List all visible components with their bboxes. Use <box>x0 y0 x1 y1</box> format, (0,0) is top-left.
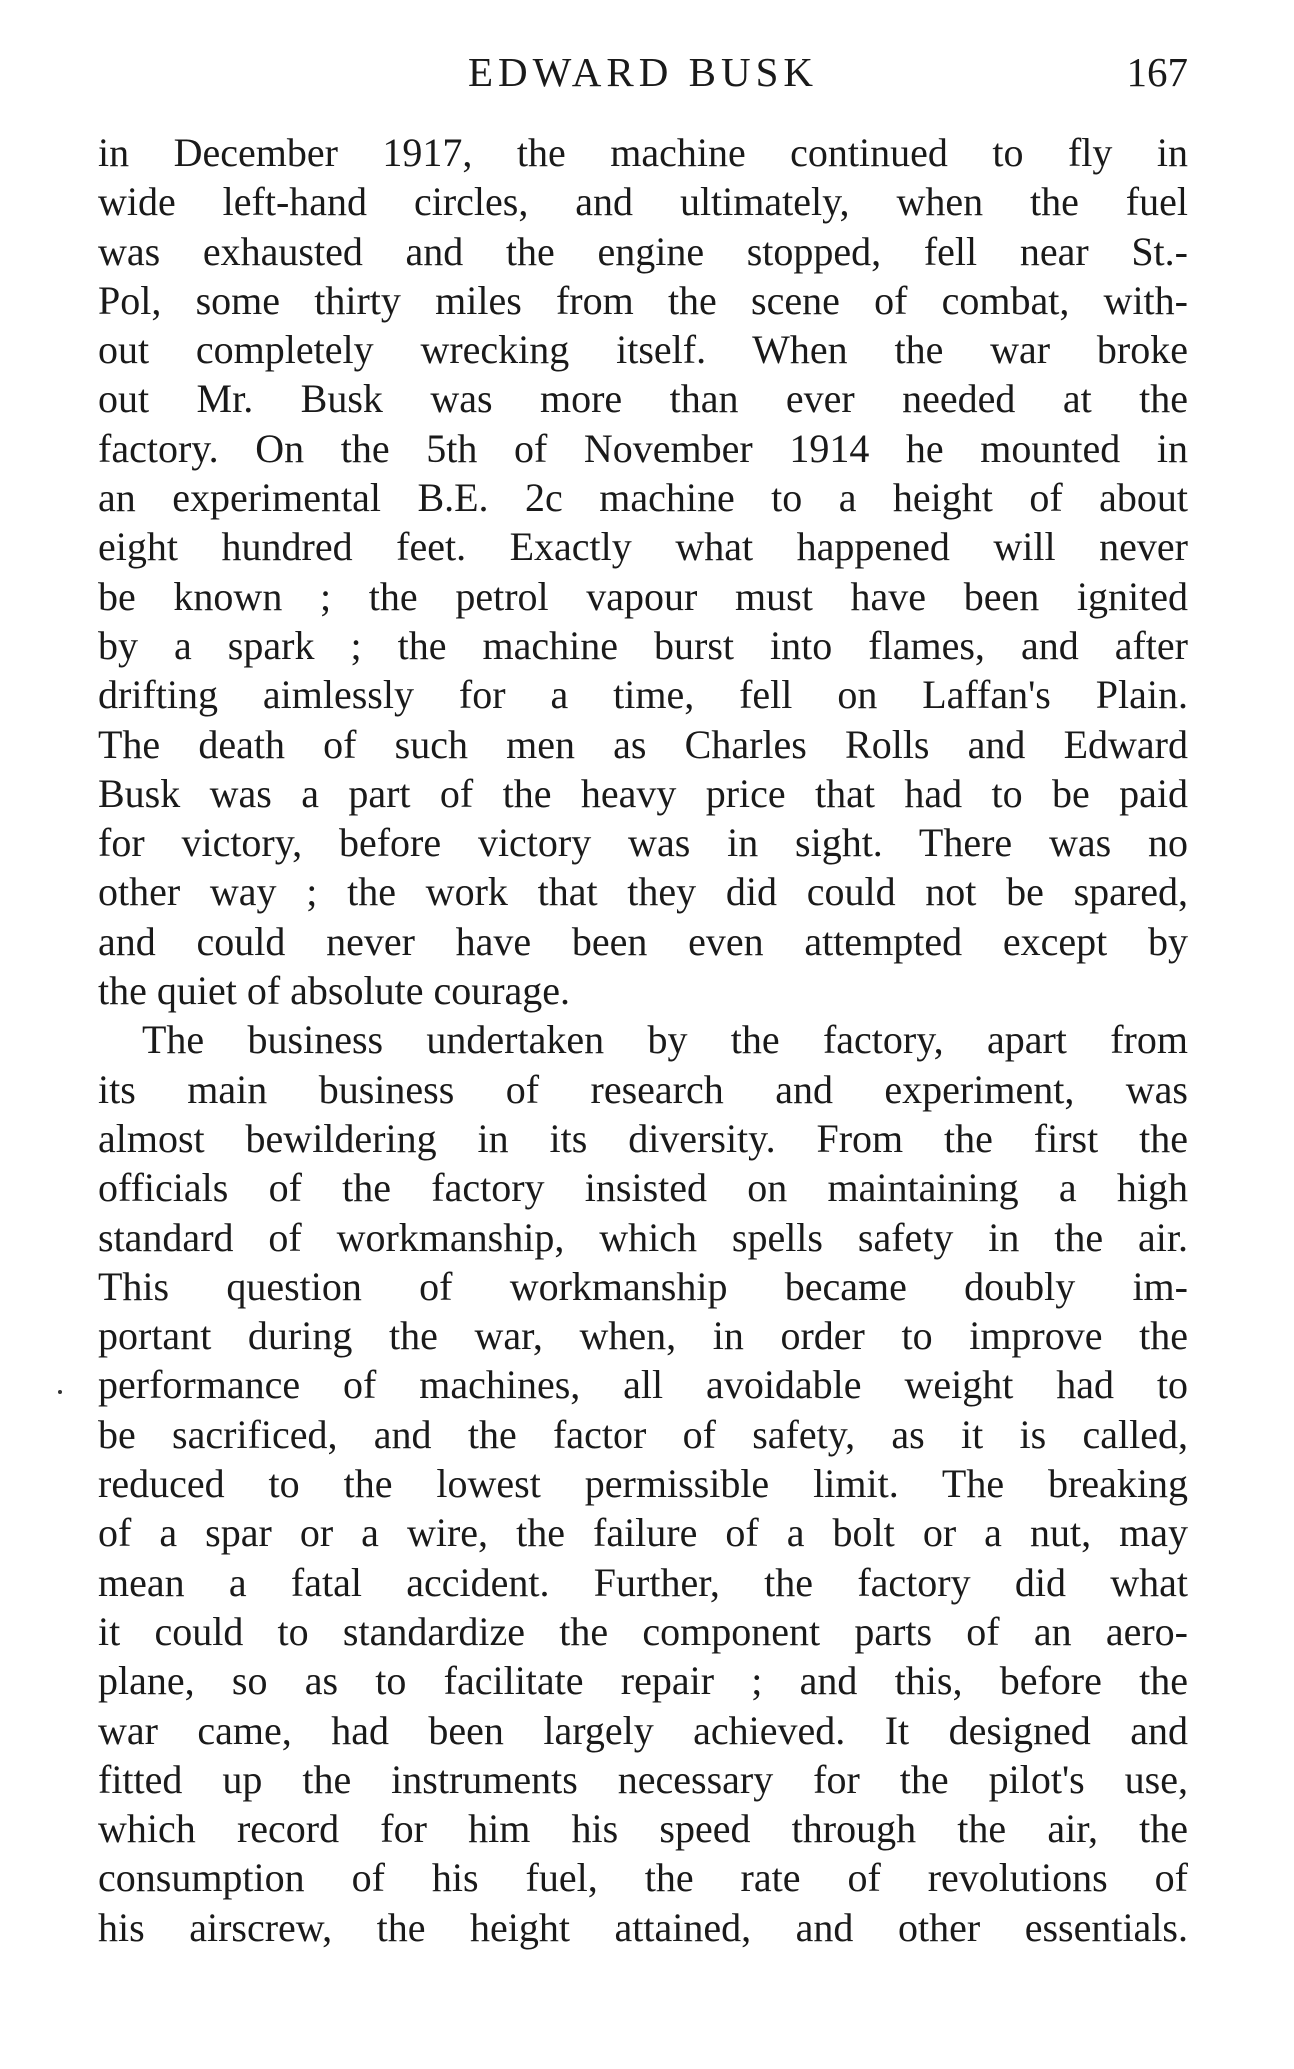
body-text <box>98 128 1188 1952</box>
running-head <box>98 42 1188 102</box>
running-title: EDWARD BUSK <box>468 49 818 95</box>
text-line: by a spark ; the machine burst into flames, and after <box>98 622 1188 668</box>
text-line: Pol, some thirty miles from the scene of combat, with- <box>98 277 1188 323</box>
text-line: performance of machines, all avoidable weight had to <box>98 1362 1188 1408</box>
text-line: reduced to the lowest permissible limit. The breaking <box>98 1461 1188 1507</box>
text-line: which record for him his speed through the air, the <box>98 1806 1188 1852</box>
text-line: was exhausted and the engine stopped, fell near St.- <box>98 228 1188 274</box>
text-line: an experimental B.E. 2c machine to a height of about <box>98 475 1188 521</box>
text-line: drifting aimlessly for a time, fell on Laffan's Plain. <box>98 672 1188 718</box>
text-line: be sacrificed, and the factor of safety, as it is called, <box>98 1411 1188 1457</box>
text-line: plane, so as to facilitate repair ; and this, before the <box>98 1658 1188 1704</box>
text-line: factory. On the 5th of November 1914 he mounted in <box>98 425 1188 471</box>
text-line: be known ; the petrol vapour must have been ignited <box>98 573 1188 619</box>
page-number: 167 <box>1126 49 1188 95</box>
text-line: out completely wrecking itself. When the war broke <box>98 327 1188 373</box>
text-line: wide left-hand circles, and ultimately, when the fuel <box>98 179 1188 225</box>
text-line: mean a fatal accident. Further, the factory did what <box>98 1559 1188 1605</box>
text-line: its main business of research and experiment, was <box>98 1066 1188 1112</box>
text-line: officials of the factory insisted on maintaining a high <box>98 1165 1188 1211</box>
text-line: standard of workmanship, which spells safety in the air. <box>98 1214 1188 1260</box>
text-line: The business undertaken by the factory, apart from <box>142 1017 1188 1063</box>
paragraph-1 <box>98 128 1188 1015</box>
text-line: of a spar or a wire, the failure of a bolt or a nut, may <box>98 1510 1188 1556</box>
text-line: fitted up the instruments necessary for the pilot's use, <box>98 1756 1188 1802</box>
text-line: consumption of his fuel, the rate of revolutions of <box>98 1855 1188 1901</box>
text-line: and could never have been even attempted except by <box>98 918 1188 964</box>
margin-speck <box>58 1390 62 1394</box>
text-line: The death of such men as Charles Rolls and Edward <box>98 721 1188 767</box>
text-line: for victory, before victory was in sight. There was no <box>98 820 1188 866</box>
text-line: out Mr. Busk was more than ever needed at the <box>98 376 1188 422</box>
text-line: This question of workmanship became doubly im- <box>98 1263 1188 1309</box>
text-line: other way ; the work that they did could not be spared, <box>98 869 1188 915</box>
text-line: war came, had been largely achieved. It designed and <box>98 1707 1188 1753</box>
text-line: it could to standardize the component parts of an aero- <box>98 1608 1188 1654</box>
text-line: his airscrew, the height attained, and other essentials. <box>98 1904 1188 1950</box>
text-line: Busk was a part of the heavy price that had to be paid <box>98 770 1188 816</box>
text-line: eight hundred feet. Exactly what happened will never <box>98 524 1188 570</box>
text-line: almost bewildering in its diversity. From the first the <box>98 1115 1188 1161</box>
text-line: in December 1917, the machine continued to fly in <box>98 130 1188 175</box>
paragraph-2 <box>98 1015 1188 1952</box>
text-line: portant during the war, when, in order to improve the <box>98 1313 1188 1359</box>
text-line: the quiet of absolute courage. <box>98 968 571 1014</box>
